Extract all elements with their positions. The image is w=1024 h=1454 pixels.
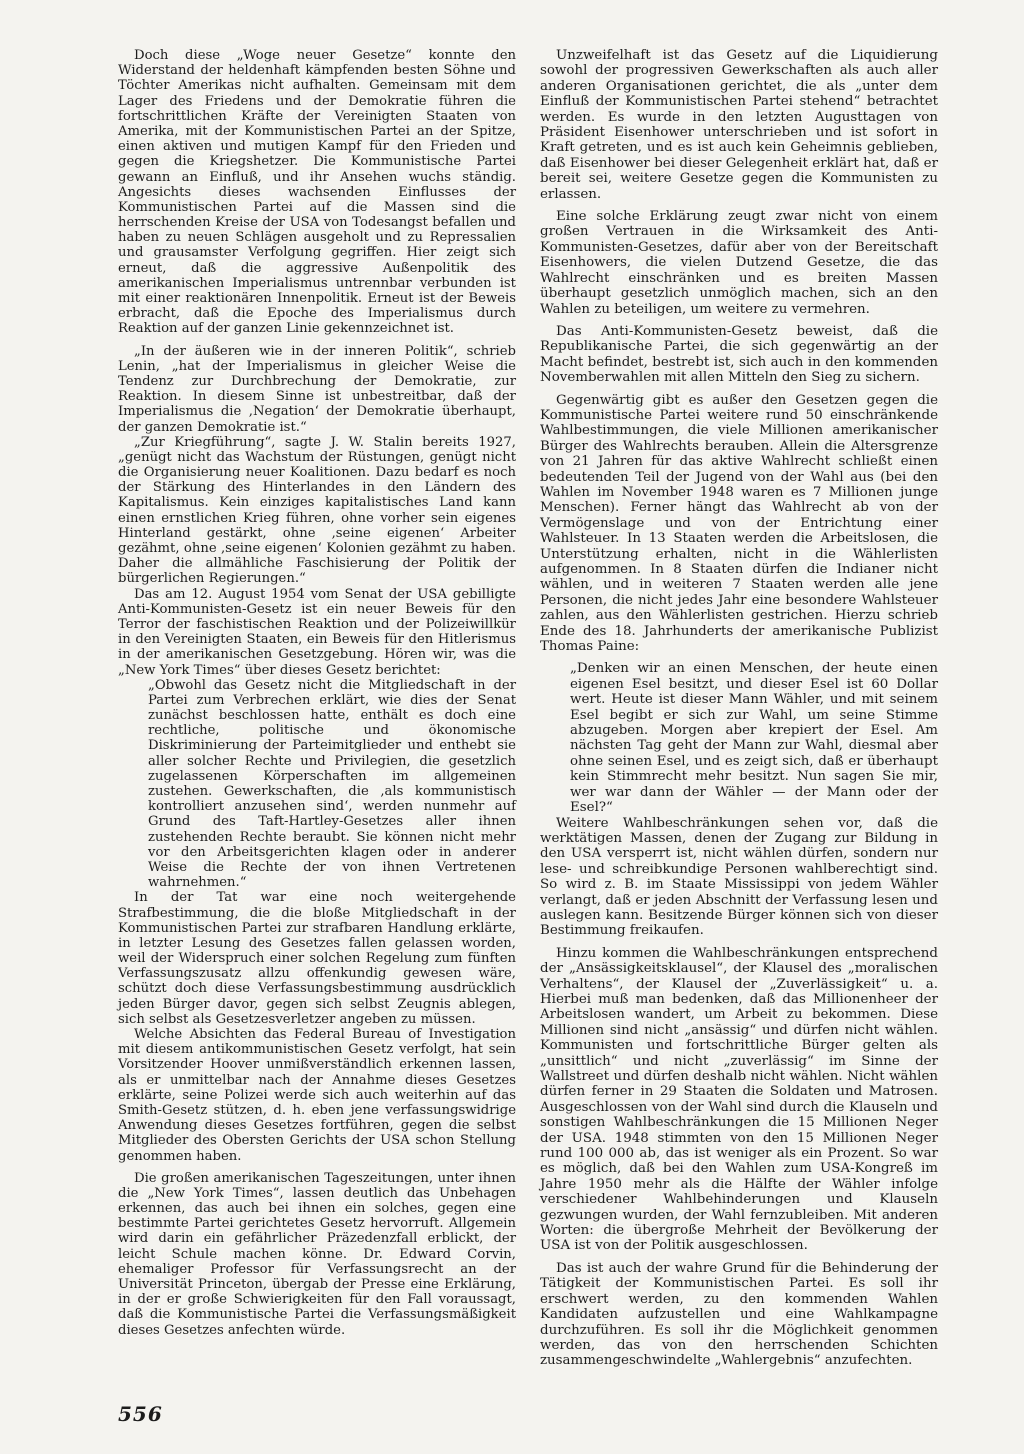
paragraph: In der Tat war eine noch weitergehende Strafbestimmung, die die bloße Mitgliedschaft in der Kommunistischen Partei zur strafbaren Handlung erklärte, in letzter Lesung des Gesetzes fallen gelassen worden, weil der Widerspruch einer solchen Regelung zum fünften Verfassungszusatz allzu offenkundig gewesen wäre, schützt doch diese Verfassungsbestimmung ausdrücklich jeden Bürger davor, gegen sich selbst Zeugnis ablegen, sich selbst als Gesetzesverletzer angeben zu müssen.: [118, 890, 516, 1027]
right-column: [540, 48, 938, 1376]
paragraph: Unzweifelhaft ist das Gesetz auf die Liquidierung sowohl der progressiven Gewerkschaften als auch aller anderen Organisationen gerichtet, die als „unter dem Einfluß der Kommunistischen Partei stehend“ betrachtet werden. Es wurde in den letzten Augusttagen von Präsident Eisenhower unterschrieben und ist sofort in Kraft getreten, und es ist auch kein Geheimnis geblieben, daß Eisenhower bei dieser Gelegenheit erklärt hat, daß er bereit sei, weitere Gesetze gegen die Kommunisten zu erlassen.: [540, 48, 938, 202]
paragraph: Das ist auch der wahre Grund für die Behinderung der Tätigkeit der Kommunistischen Partei. Es soll ihr erschwert werden, zu den kommenden Wahlen Kandidaten aufzustellen und eine Wahlkampagne durchzuführen. Es soll ihr die Möglichkeit genommen werden, das von den herrschenden Schichten zusammengeschwindelte „Wahlergebnis“ anzufechten.: [540, 1260, 938, 1369]
paragraph: Eine solche Erklärung zeugt zwar nicht von einem großen Vertrauen in die Wirksamkeit des Anti-Kommunisten-Gesetzes, dafür aber von der Bereitschaft Eisenhowers, die vielen Dutzend Gesetze, die das Wahlrecht einschränken und es breiten Massen überhaupt gesetzlich unmöglich machen, sich an den Wahlen zu beteiligen, um weitere zu vermehren.: [540, 209, 938, 317]
paragraph: Gegenwärtig gibt es außer den Gesetzen gegen die Kommunistische Partei weitere rund 50 einschränkende Wahlbestimmungen, die viele Millionen amerikanischer Bürger des Wahlrechts berauben. Allein die Altersgrenze von 21 Jahren für das aktive Wahlrecht schließt einen bedeutenden Teil der Jugend von der Wahl aus (bei den Wahlen im November 1948 waren es 7 Millionen junge Menschen). Ferner hängt das Wahlrecht ab von der Vermögenslage und von der Entrichtung einer Wahlsteuer. In 13 Staaten werden die Arbeitslosen, die Unterstützung erhalten, nicht in die Wählerlisten aufgenommen. In 8 Staaten dürfen die Indianer nicht wählen, und in weiteren 7 Staaten werden alle jene Personen, die nicht jedes Jahr eine besondere Wahlsteuer zahlen, aus den Wählerlisten gestrichen. Hierzu schrieb Ende des 18. Jahrhunderts der amerikanische Publizist Thomas Paine:: [540, 392, 938, 655]
paragraph: Weitere Wahlbeschränkungen sehen vor, daß die werktätigen Massen, denen der Zugang zur Bildung in den USA versperrt ist, nicht wählen dürfen, sondern nur lese- und schreibkundige Personen wahlberechtigt sind. So wird z. B. im Staate Mississippi von jedem Wähler verlangt, daß er jeden Abschnitt der Verfassung lesen und auslegen kann. Besitzende Bürger können sich von dieser Bestimmung freikaufen.: [540, 815, 938, 939]
paragraph: Welche Absichten das Federal Bureau of Investigation mit diesem antikommunistischen Gesetz verfolgt, hat sein Vorsitzender Hoover unmißverständlich erkennen lassen, als er unmittelbar nach der Annahme dieses Gesetzes erklärte, seine Polizei werde sich auch weiterhin auf das Smith-Gesetz stützen, d. h. eben jene verfassungswidrige Anwendung dieses Gesetzes fortführen, gegen die selbst Mitglieder des Obersten Gerichts der USA schon Stellung genommen haben.: [118, 1027, 516, 1164]
paragraph: „Zur Kriegführung“, sagte J. W. Stalin bereits 1927, „genügt nicht das Wachstum der Rüstungen, genügt nicht die Organisierung neuer Koalitionen. Dazu bedarf es noch der Stärkung des Hinterlandes in den Ländern des Kapitalismus. Kein einziges kapitalistisches Land kann einen ernstlichen Krieg führen, ohne vorher sein eigenes Hinterland gestärkt, ohne ,seine eigenen‘ Arbeiter gezähmt, ohne ,seine eigenen‘ Kolonien gezähmt zu haben. Daher die allmähliche Faschisierung der Politik der bürgerlichen Regierungen.“: [118, 434, 516, 587]
left-column: [118, 48, 516, 1345]
paragraph: Das Anti-Kommunisten-Gesetz beweist, daß die Republikanische Partei, die sich gegenwärtig an der Macht befindet, bestrebt ist, sich auch in den kommenden Novemberwahlen mit allen Mitteln den Sieg zu sichern.: [540, 323, 938, 386]
paragraph: „In der äußeren wie in der inneren Politik“, schrieb Lenin, „hat der Imperialismus in gleicher Weise die Tendenz zur Durchbrechung der Demokratie, zur Reaktion. In diesem Sinne ist unbestreitbar, daß der Imperialismus die ,Negation‘ der Demokratie überhaupt, der ganzen Demokratie ist.“: [118, 343, 516, 435]
paragraph: Hinzu kommen die Wahlbeschränkungen entsprechend der „Ansässigkeitsklausel“, der Klausel des „moralischen Verhaltens“, der Klausel der „Zuverlässigkeit“ u. a. Hierbei muß man bedenken, daß das Millionenheer der Arbeitslosen wandert, um Arbeit zu bekommen. Diese Millionen sind nicht „ansässig“ und dürfen nicht wählen. Kommunisten und fortschrittliche Bürger gelten als „unsittlich“ und nicht „zuverlässig“ im Sinne der Wallstreet und dürfen deshalb nicht wählen. Nicht wählen dürfen ferner in 29 Staaten die Soldaten und Matrosen. Ausgeschlossen von der Wahl sind durch die Klauseln und sonstigen Wahlbeschränkungen die 15 Millionen Neger der USA. 1948 stimmten von den 15 Millionen Neger rund 100 000 ab, das ist weniger als ein Prozent. So war es möglich, daß bei den Wahlen zum USA-Kongreß im Jahre 1950 mehr als die Hälfte der Wähler infolge verschiedener Wahlbehinderungen und Klauseln gezwungen wurden, der Wahl fernzubleiben. Mit anderen Worten: die übergroße Mehrheit der Bevölkerung der USA ist von der Politik ausgeschlossen.: [540, 945, 938, 1254]
block-quote: „Denken wir an einen Menschen, der heute einen eigenen Esel besitzt, und dieser Esel ist 60 Dollar wert. Heute ist dieser Mann Wähler, und mit seinem Esel begibt er sich zur Wahl, um seine Stimme abzugeben. Morgen aber krepiert der Esel. Am nächsten Tag geht der Mann zur Wahl, diesmal aber ohne seinen Esel, und es zeigt sich, daß er überhaupt kein Stimmrecht mehr besitzt. Nun sagen Sie mir, wer war dann der Wähler — der Mann oder der Esel?“: [570, 661, 938, 816]
paragraph: Die großen amerikanischen Tageszeitungen, unter ihnen die „New York Times“, lassen deutlich das Unbehagen erkennen, das auch bei ihnen ein solches, gegen eine bestimmte Partei gerichtetes Gesetz hervorruft. Allgemein wird darin ein gefährlicher Präzedenzfall erblickt, der leicht Schule machen könne. Dr. Edward Corvin, ehemaliger Professor für Verfassungsrecht an der Universität Princeton, übergab der Presse eine Erklärung, in der er große Schwierigkeiten für den Fall voraussagt, daß die Kommunistische Partei die Verfassungsmäßigkeit dieses Gesetzes anfechten würde.: [118, 1170, 516, 1338]
block-quote: „Obwohl das Gesetz nicht die Mitgliedschaft in der Partei zum Verbrechen erklärt, wie dies der Senat zunächst beschlossen hatte, enthält es doch eine rechtliche, politische und ökonomische Diskriminierung der Parteimitglieder und enthebt sie aller solcher Rechte und Privilegien, die gesetzlich zugelassenen Körperschaften im allgemeinen zustehen. Gewerkschaften, die ,als kommunistisch kontrolliert anzusehen sind‘, werden nunmehr auf Grund des Taft-Hartley-Gesetzes aller ihnen zustehenden Rechte beraubt. Sie können nicht mehr vor den Arbeitsgerichten klagen oder in anderer Weise die Rechte der von ihnen Vertretenen wahrnehmen.“: [148, 677, 516, 891]
page-number: 556: [118, 1402, 163, 1426]
paragraph: Doch diese „Woge neuer Gesetze“ konnte den Widerstand der heldenhaft kämpfenden besten Söhne und Töchter Amerikas nicht aufhalten. Gemeinsam mit dem Lager des Friedens und der Demokratie führen die fortschrittlichen Kräfte der Vereinigten Staaten von Amerika, mit der Kommunistischen Partei an der Spitze, einen aktiven und mutigen Kampf für den Frieden und gegen die Kriegshetzer. Die Kommunistische Partei gewann an Einfluß, und ihr Ansehen wuchs ständig. Angesichts dieses wachsenden Einflusses der Kommunistischen Partei auf die Massen sind die herrschenden Kreise der USA von Todesangst befallen und haben zu neuen Schlägen ausgeholt und zu Repressalien und grausamster Verfolgung gegriffen. Hier zeigt sich erneut, daß die aggressive Außenpolitik des amerikanischen Imperialismus untrennbar verbunden ist mit einer reaktionären Innenpolitik. Erneut ist der Beweis erbracht, daß die Epoche des Imperialismus durch Reaktion auf der ganzen Linie gekennzeichnet ist.: [118, 48, 516, 337]
paragraph: Das am 12. August 1954 vom Senat der USA gebilligte Anti-Kommunisten-Gesetz ist ein neuer Beweis für den Terror der faschistischen Reaktion und der Polizeiwillkür in den Vereinigten Staaten, ein Beweis für den Hitlerismus in der amerikanischen Gesetzgebung. Hören wir, was die „New York Times“ über dieses Gesetz berichtet:: [118, 586, 516, 678]
